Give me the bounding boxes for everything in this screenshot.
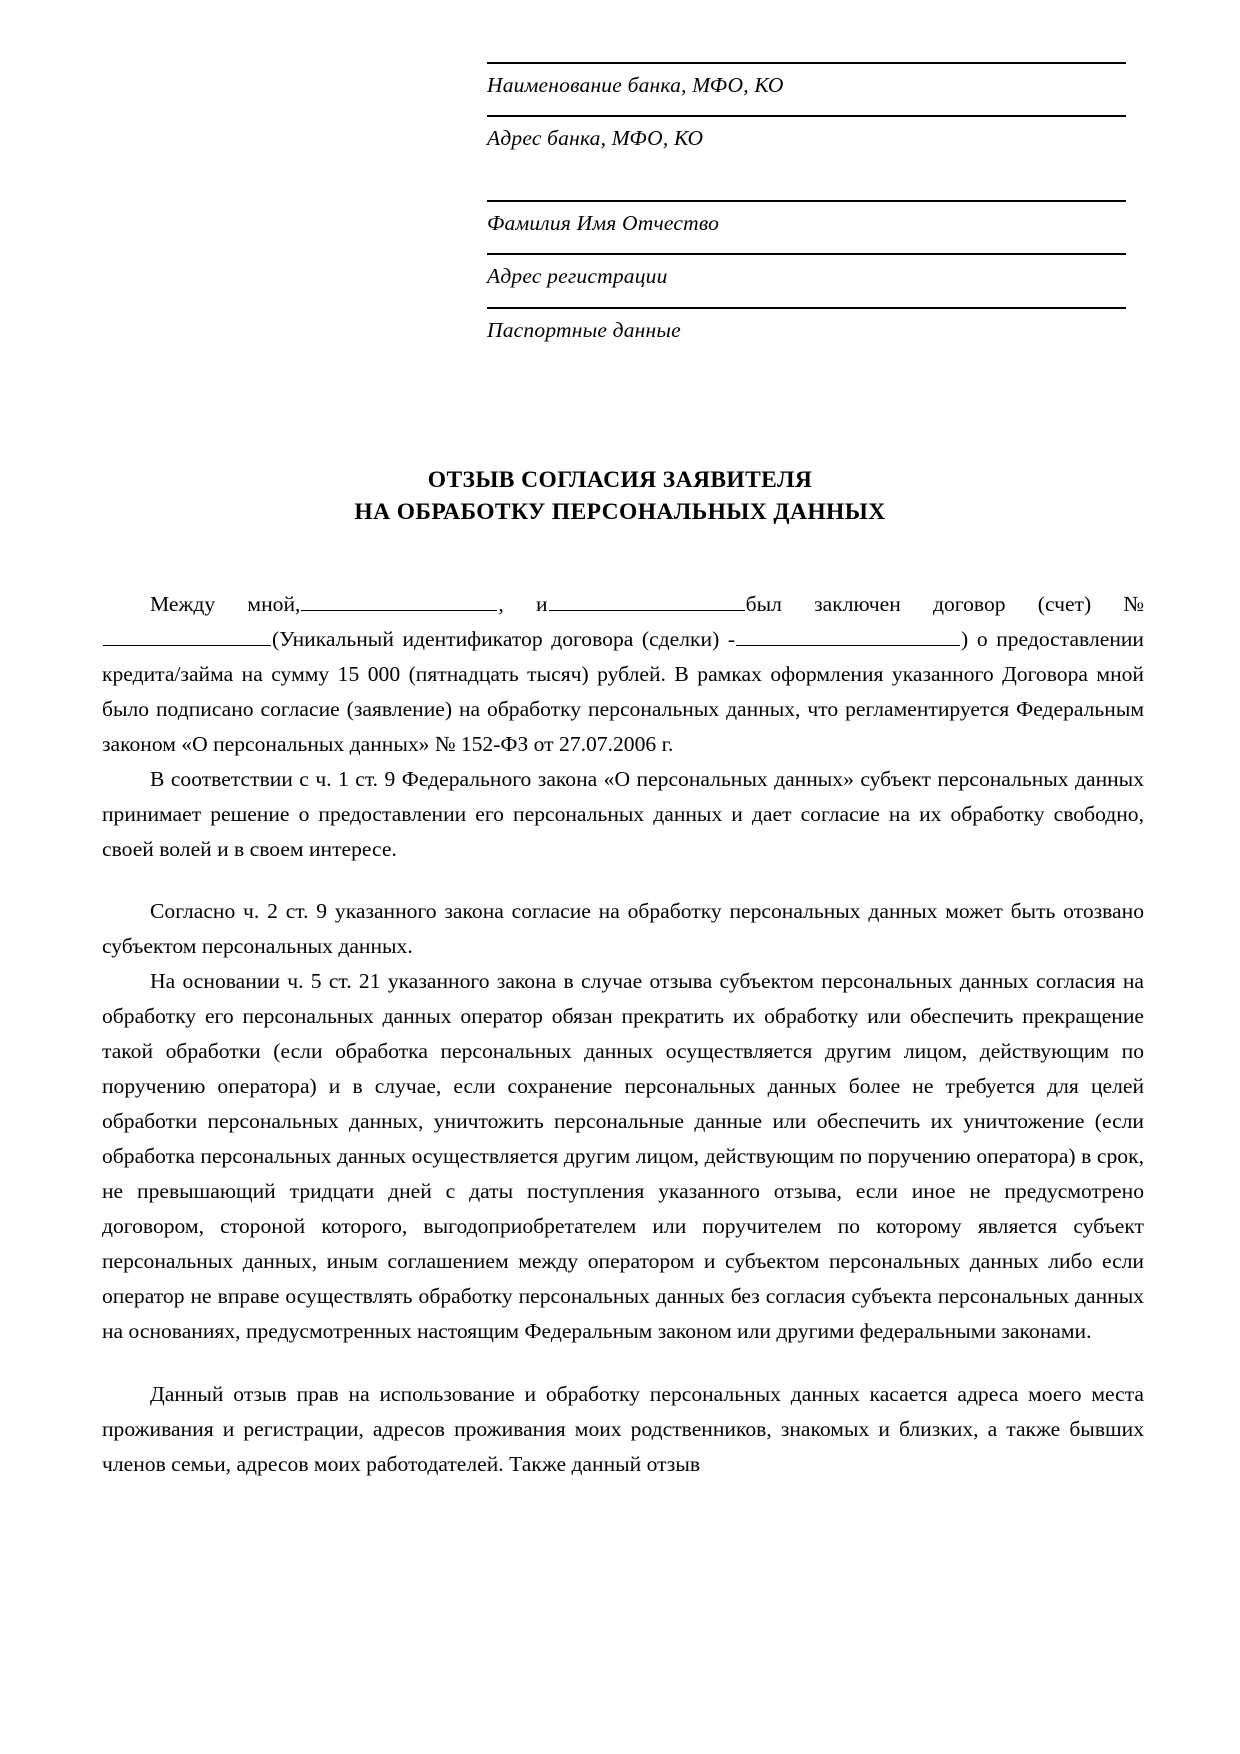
page-title-line-1: ОТЗЫВ СОГЛАСИЯ ЗАЯВИТЕЛЯ bbox=[427, 466, 813, 493]
passport-data-field bbox=[487, 307, 1126, 344]
counterparty-blank-1[interactable] bbox=[301, 587, 497, 611]
passport-data-caption: Паспортные данные bbox=[487, 317, 681, 342]
bank-address-caption: Адрес банка, МФО, КО bbox=[487, 126, 704, 151]
contract-number-blank[interactable] bbox=[103, 622, 271, 646]
paragraph-1-part-1: Между мной, bbox=[150, 591, 301, 616]
applicant-field-group bbox=[487, 200, 1126, 344]
body-paragraph-5: Данный отзыв прав на использование и обработку персональных данных касается адреса моего места проживания и регистрации, адресов проживания моих родственников, знакомых и близких, а также бывших членов семьи, адресов моих работодателей. Также данный отзыв bbox=[102, 1382, 1144, 1476]
paragraph-1-part-5: ) о предоставлении кредита/займа на сумму 15 000 (пятнадцать тысяч) рублей. В рамках оформления указанного Договора мной было подписано согласие (заявление) на обработку персональных данных, что регламентируется Федеральным законом «О персональных данных» № 152-ФЗ от 27.07.2006 г. bbox=[102, 626, 1144, 756]
full-name-caption: Фамилия Имя Отчество bbox=[487, 210, 720, 235]
recipient-field-group bbox=[487, 62, 1126, 153]
body-paragraph-4: На основании ч. 5 ст. 21 указанного закона в случае отзыва субъектом персональных данных согласия на обработку его персональных данных оператор обязан прекратить их обработку или обеспечить прекращение такой обработки (если обработка персональных данных осуществляется другим лицом, действующим по поручению оператора) и в случае, если сохранение персональных данных более не требуется для целей обработки персональных данных, уничтожить персональные данные или обеспечить их уничтожение (если обработка персональных данных осуществляется другим лицом, действующим по поручению оператора) в срок, не превышающий тридцати дней с даты поступления указанного отзыва, если иное не предусмотрено договором, стороной которого, выгодоприобретателем или поручителем по которому является субъект персональных данных, иным соглашением между оператором и субъектом персональных данных либо если оператор не вправе осуществлять обработку персональных данных без согласия субъекта персональных данных на основаниях, предусмотренных настоящим Федеральным законом или другими федеральными законами. bbox=[102, 969, 1144, 1344]
spacer bbox=[487, 293, 1126, 307]
spacer bbox=[487, 239, 1126, 253]
paragraph-1-part-3: был заключен договор (счет) № bbox=[745, 591, 1144, 616]
document-body bbox=[0, 587, 1240, 1482]
body-paragraph-3: Согласно ч. 2 ст. 9 указанного закона согласие на обработку персональных данных может быть отозвано субъектом персональных данных. bbox=[102, 899, 1144, 959]
bank-name-caption: Наименование банка, МФО, КО bbox=[487, 73, 784, 97]
spacer bbox=[487, 101, 1126, 115]
paragraph-1-part-2: , и bbox=[498, 591, 548, 616]
paragraph-1-part-4: (Уникальный идентификатор договора (сделки) - bbox=[272, 626, 736, 651]
addressee-header-block bbox=[0, 0, 1240, 344]
registration-address-field bbox=[487, 253, 1126, 290]
bank-address-field bbox=[487, 115, 1126, 152]
page-title bbox=[0, 464, 1240, 529]
contract-uid-blank[interactable] bbox=[736, 622, 960, 646]
body-paragraph-2: В соответствии с ч. 1 ст. 9 Федерального закона «О персональных данных» субъект персональных данных принимает решение о предоставлении его персональных данных и дает согласие на их обработку свободно, своей волей и в своем интересе. bbox=[102, 766, 1144, 861]
bank-name-field bbox=[487, 62, 1126, 99]
counterparty-blank-2[interactable] bbox=[549, 587, 745, 611]
spacer bbox=[487, 155, 1126, 200]
body-paragraph-1 bbox=[102, 587, 1144, 762]
page-title-line-2: НА ОБРАБОТКУ ПЕРСОНАЛЬНЫХ ДАННЫХ bbox=[354, 499, 886, 526]
full-name-field bbox=[487, 200, 1126, 237]
registration-address-caption: Адрес регистрации bbox=[487, 264, 668, 289]
